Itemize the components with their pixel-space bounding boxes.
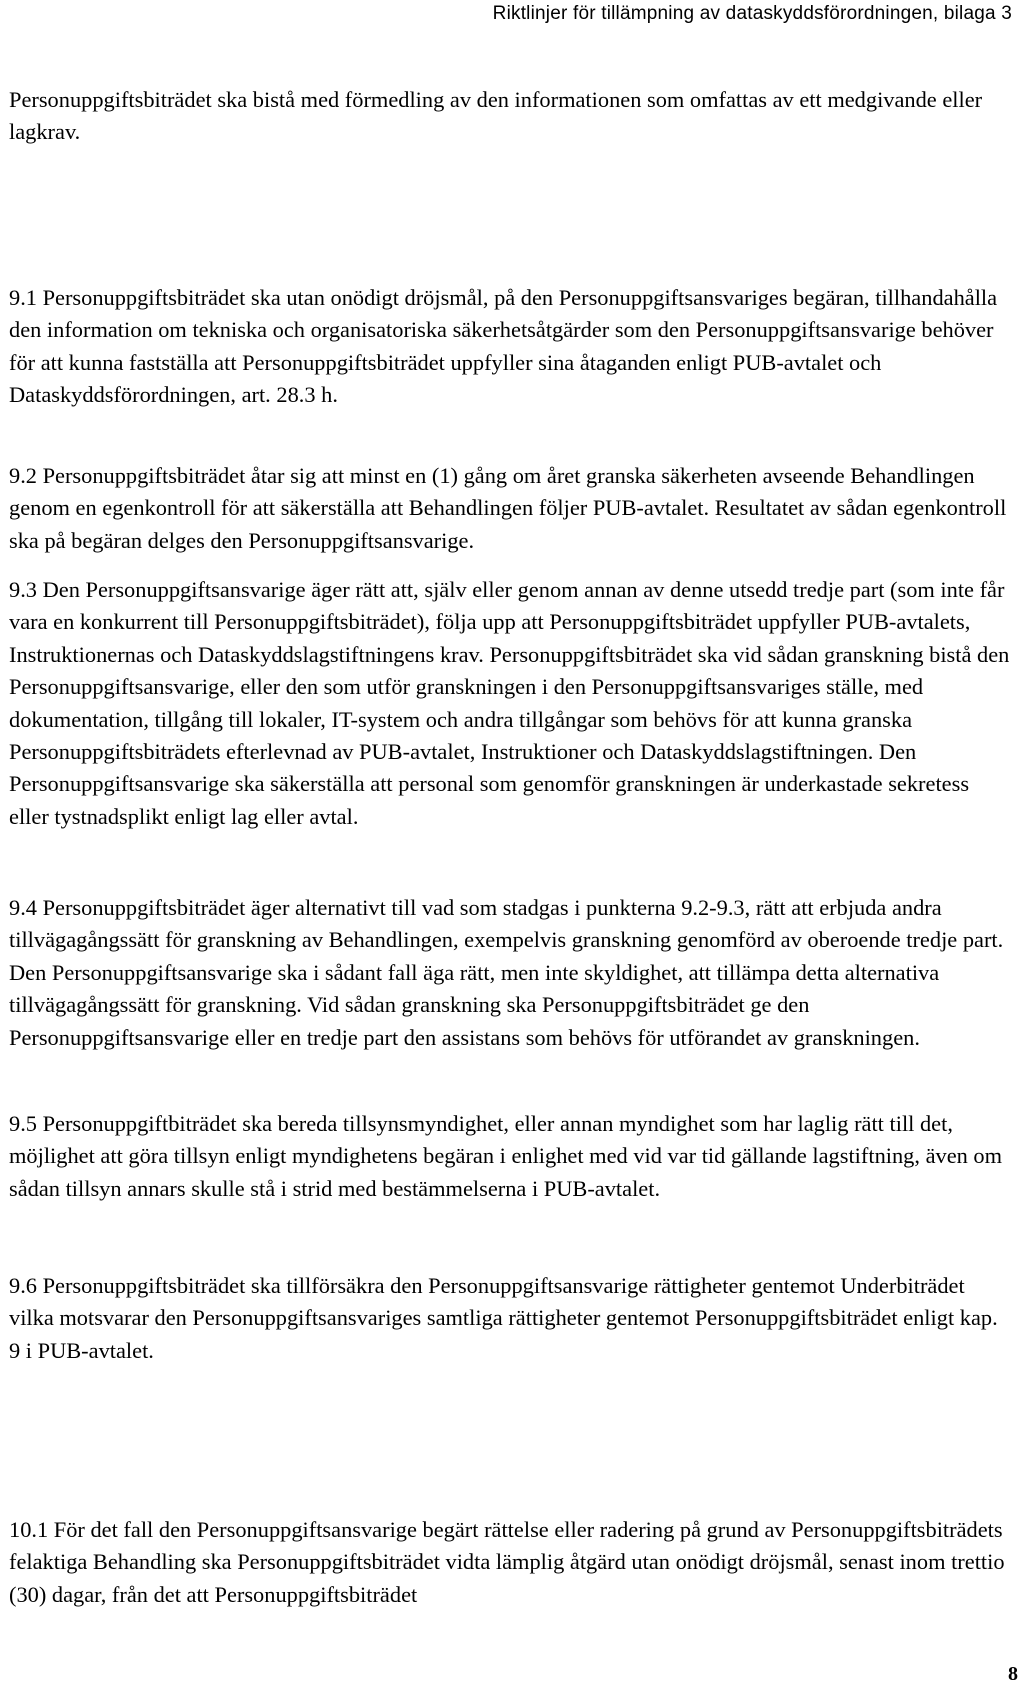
paragraph-9-3: 9.3 Den Personuppgiftsansvarige äger rätt att, själv eller genom annan av denne utsedd tredje part (som inte får vara en konkurrent till Personuppgiftsbiträdet), följa upp att Personuppgiftsbiträdet uppfyller PUB-avtalets, Instruktionernas och Dataskyddslagstiftningens krav. Personuppgiftsbiträdet ska vid sådan granskning bistå den Personuppgiftsansvarige, eller den som utför granskningen i den Personuppgiftsansvariges ställe, med dokumentation, tillgång till lokaler, IT-system och andra tillgångar som behövs för att kunna granska Personuppgiftsbiträdets efterlevnad av PUB-avtalet, Instruktioner och Dataskyddslagstiftningen. Den Personuppgiftsansvarige ska säkerställa att personal som genomför granskningen är underkastade sekretess eller tystnadsplikt enligt lag eller avtal. [9,577,1010,829]
paragraph-9-4: 9.4 Personuppgiftsbiträdet äger alternativt till vad som stadgas i punkterna 9.2-9.3, rätt att erbjuda andra tillvägagångssätt för granskning av Behandlingen, exempelvis granskning genomförd av oberoende tredje part. Den Personuppgiftsansvarige ska i sådant fall äga rätt, men inte skyldighet, att tillämpa detta alternativa tillvägagångssätt för granskning. Vid sådan granskning ska Personuppgiftsbiträdet ge den Personuppgiftsansvarige eller en tredje part den assistans som behövs för utförandet av granskningen. [9,895,1004,1050]
page-number: 8 [1008,1663,1018,1685]
paragraph-9-1: 9.1 Personuppgiftsbiträdet ska utan onödigt dröjsmål, på den Personuppgiftsansvariges begäran, tillhandahålla den information om tekniska och organisatoriska säkerhetsåtgärder som den Personuppgiftsansvarige behöver för att kunna fastställa att Personuppgiftsbiträdet uppfyller sina åtaganden enligt PUB-avtalet och Dataskyddsförordningen, art. 28.3 h. [9,285,998,408]
running-header: Riktlinjer för tillämpning av dataskyddsförordningen, bilaga 3 [492,3,1012,24]
paragraph-9-6: 9.6 Personuppgiftsbiträdet ska tillförsäkra den Personuppgiftsansvarige rättigheter gentemot Underbiträdet vilka motsvarar den Personuppgiftsansvariges samtliga rättigheter gentemot Personuppgiftsbiträdet enligt kap. 9 i PUB-avtalet. [9,1273,998,1363]
paragraph-9-5: 9.5 Personuppgiftbiträdet ska bereda tillsynsmyndighet, eller annan myndighet som har laglig rätt till det, möjlighet att göra tillsyn enligt myndighetens begäran i enlighet med vid var tid gällande lagstiftning, även om sådan tillsyn annars skulle stå i strid med bestämmelserna i PUB-avtalet. [9,1111,1003,1201]
paragraph-9-2: 9.2 Personuppgiftsbiträdet åtar sig att minst en (1) gång om året granska säkerheten avseende Behandlingen genom en egenkontroll för att säkerställa att Behandlingen följer PUB-avtalet. Resultatet av sådan egenkontroll ska på begäran delges den Personuppgiftsansvarige. [9,463,1007,553]
paragraph-10-1: 10.1 För det fall den Personuppgiftsansvarige begärt rättelse eller radering på grund av Personuppgiftsbiträdets felaktiga Behandling ska Personuppgiftsbiträdet vidta lämplig åtgärd utan onödigt dröjsmål, senast inom trettio (30) dagar, från det att Personuppgiftsbiträdet [9,1517,1005,1607]
paragraph-intro: Personuppgiftsbiträdet ska bistå med förmedling av den informationen som omfattas av ett medgivande eller lagkrav. [9,87,983,145]
